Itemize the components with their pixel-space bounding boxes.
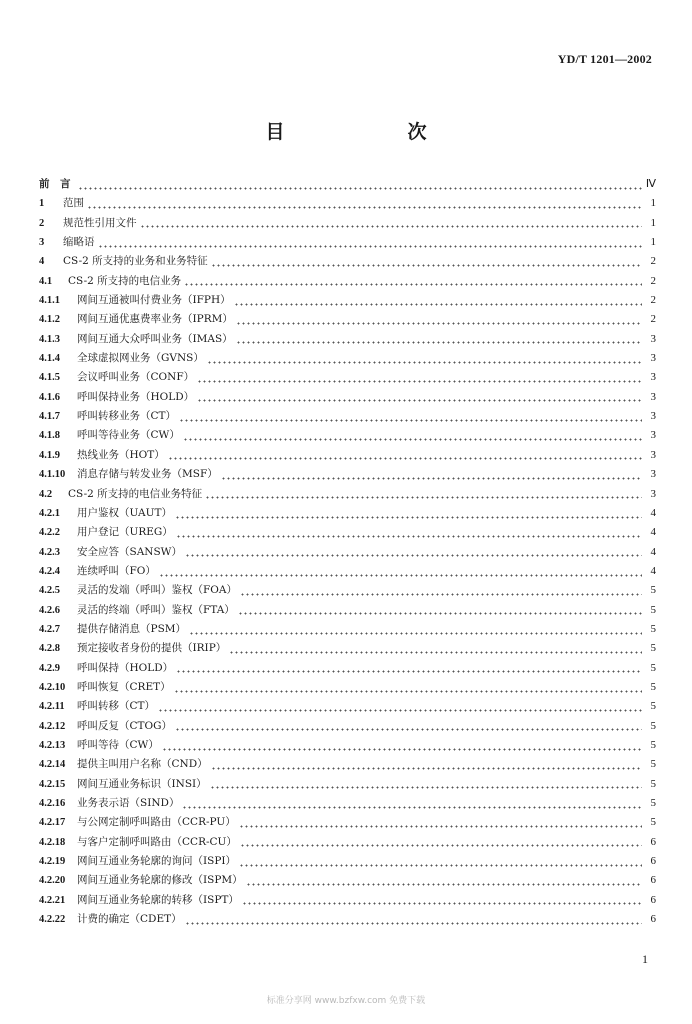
toc-entry-number: 4.2.3 bbox=[39, 546, 60, 558]
dot-leader bbox=[197, 392, 642, 404]
toc-entry[interactable] bbox=[39, 563, 656, 582]
toc-entry[interactable] bbox=[39, 408, 656, 427]
toc-entry[interactable] bbox=[39, 505, 656, 524]
toc-entry[interactable] bbox=[39, 176, 656, 195]
toc-entry-number: 4.2.5 bbox=[39, 585, 60, 597]
toc-entry[interactable] bbox=[39, 544, 656, 563]
toc-entry-title: 呼叫转移业务（CT） bbox=[77, 410, 177, 423]
toc-entry-number: 4.1.2 bbox=[39, 314, 60, 326]
toc-entry[interactable] bbox=[39, 582, 656, 601]
toc-entry-title: 呼叫恢复（CRET） bbox=[77, 680, 171, 693]
toc-entry-number: 4.2.9 bbox=[39, 662, 60, 674]
toc-entry-number: 前 言 bbox=[39, 178, 71, 190]
toc-entry-number: 4.2.1 bbox=[39, 507, 60, 519]
toc-entry-title: 呼叫反复（CTOG） bbox=[77, 719, 173, 732]
toc-entry-number: 4.2.20 bbox=[39, 875, 66, 887]
toc-entry-title: 缩略语 bbox=[63, 236, 95, 249]
toc-entry-title: 计费的确定（CDET） bbox=[77, 913, 182, 926]
toc-entry-page: 5 bbox=[650, 797, 656, 809]
toc-entry[interactable] bbox=[39, 853, 656, 872]
toc-entry-page: 5 bbox=[650, 758, 656, 771]
toc-entry[interactable] bbox=[39, 350, 656, 369]
toc-entry[interactable] bbox=[39, 524, 656, 543]
dot-leader bbox=[236, 315, 642, 327]
toc-entry-page: 6 bbox=[650, 874, 656, 887]
toc-entry-title: 与公网定制呼叫路由（CCR-PU） bbox=[77, 816, 236, 829]
toc-entry-number: 4 bbox=[39, 256, 45, 268]
dot-leader bbox=[211, 760, 642, 772]
toc-entry-number: 2 bbox=[39, 217, 45, 229]
toc-entry-title: 全球虚拟网业务（GVNS） bbox=[77, 352, 204, 365]
dot-leader bbox=[183, 431, 642, 443]
toc-entry-number: 4.2.12 bbox=[39, 720, 66, 732]
dot-leader bbox=[240, 586, 642, 598]
toc-entry[interactable] bbox=[39, 660, 656, 679]
dot-leader bbox=[175, 721, 642, 733]
table-of-contents bbox=[39, 176, 656, 930]
toc-entry-title: 网间互通业务轮廓的转移（ISPT） bbox=[77, 893, 239, 906]
toc-entry-title: 呼叫等待业务（CW） bbox=[77, 429, 180, 442]
toc-entry-page: 2 bbox=[650, 255, 656, 268]
dot-leader bbox=[236, 334, 642, 346]
toc-entry-number: 4.2.13 bbox=[39, 739, 66, 751]
page-number: 1 bbox=[642, 952, 648, 966]
toc-entry-page: 6 bbox=[650, 855, 656, 868]
toc-entry-title: 用户登记（UREG） bbox=[77, 526, 173, 539]
toc-entry-title: 网间互通优惠费率业务（IPRM） bbox=[77, 313, 233, 326]
dot-leader bbox=[87, 199, 642, 211]
toc-entry[interactable] bbox=[39, 273, 656, 292]
dot-leader bbox=[205, 489, 642, 501]
toc-entry[interactable] bbox=[39, 756, 656, 775]
toc-entry-number: 4.2 bbox=[39, 488, 53, 500]
toc-entry-title: CS-2 所支持的业务和业务特征 bbox=[63, 255, 208, 268]
toc-entry-title: 消息存储与转发业务（MSF） bbox=[77, 468, 218, 481]
toc-entry-number: 4.2.6 bbox=[39, 604, 60, 616]
toc-entry-page: 2 bbox=[650, 274, 656, 287]
toc-entry-title: 呼叫等待（CW） bbox=[77, 738, 159, 751]
page-title: 目 次 bbox=[265, 121, 479, 143]
dot-leader bbox=[179, 412, 642, 424]
toc-entry-page: Ⅳ bbox=[645, 178, 656, 190]
toc-entry-number: 3 bbox=[39, 237, 45, 249]
toc-entry[interactable] bbox=[39, 776, 656, 795]
toc-entry-title: 网间互通业务轮廓的询问（ISPI） bbox=[77, 855, 237, 868]
toc-entry-title: 连续呼叫（FO） bbox=[77, 564, 156, 577]
dot-leader bbox=[189, 625, 642, 637]
toc-entry-title: 提供主叫用户名称（CND） bbox=[77, 758, 208, 771]
toc-entry-number: 4.1.4 bbox=[39, 353, 60, 365]
toc-entry-page: 3 bbox=[650, 352, 656, 365]
dot-leader bbox=[168, 450, 642, 462]
toc-entry-page: 5 bbox=[650, 680, 656, 693]
toc-entry-title: CS-2 所支持的电信业务 bbox=[68, 274, 182, 287]
toc-entry[interactable] bbox=[39, 427, 656, 446]
toc-entry[interactable] bbox=[39, 911, 656, 930]
toc-entry-page: 3 bbox=[650, 332, 656, 345]
toc-entry[interactable] bbox=[39, 602, 656, 621]
toc-entry[interactable] bbox=[39, 640, 656, 659]
dot-leader bbox=[239, 857, 642, 869]
toc-entry-number: 4.1.8 bbox=[39, 430, 60, 442]
dot-leader bbox=[239, 818, 642, 830]
toc-entry-page: 2 bbox=[650, 294, 656, 307]
toc-entry-page: 3 bbox=[650, 429, 656, 442]
toc-entry-title: 灵活的发端（呼叫）鉴权（FOA） bbox=[77, 584, 237, 597]
toc-entry[interactable] bbox=[39, 311, 656, 330]
toc-entry-page: 5 bbox=[650, 603, 656, 616]
toc-entry-number: 4.2.8 bbox=[39, 643, 60, 655]
toc-entry-title: 范围 bbox=[63, 197, 84, 210]
toc-entry-page: 3 bbox=[650, 390, 656, 403]
toc-entry[interactable] bbox=[39, 234, 656, 253]
toc-entry-number: 4.2.4 bbox=[39, 565, 60, 577]
toc-entry-page: 6 bbox=[650, 893, 656, 906]
dot-leader bbox=[185, 915, 642, 927]
toc-entry-number: 4.2.19 bbox=[39, 856, 66, 868]
dot-leader bbox=[176, 663, 642, 675]
toc-entry-page: 1 bbox=[650, 197, 656, 210]
dot-leader bbox=[184, 276, 642, 288]
toc-entry-page: 5 bbox=[650, 622, 656, 635]
toc-entry-page: 5 bbox=[650, 816, 656, 829]
watermark: 标准分享网 www.bzfxw.com 免费下载 bbox=[266, 996, 426, 1006]
toc-entry-number: 4.2.14 bbox=[39, 759, 66, 771]
toc-entry-page: 1 bbox=[650, 216, 656, 229]
dot-leader bbox=[78, 180, 643, 192]
toc-entry-page: 2 bbox=[650, 313, 656, 326]
toc-entry[interactable] bbox=[39, 679, 656, 698]
dot-leader bbox=[234, 296, 642, 308]
toc-entry-number: 4.2.11 bbox=[39, 701, 65, 713]
toc-entry-page: 5 bbox=[650, 584, 656, 597]
toc-entry[interactable] bbox=[39, 872, 656, 891]
toc-entry-page: 1 bbox=[650, 236, 656, 249]
toc-entry-number: 4.1.5 bbox=[39, 372, 60, 384]
dot-leader bbox=[140, 218, 643, 230]
dot-leader bbox=[182, 799, 642, 811]
toc-entry-number: 4.2.2 bbox=[39, 527, 60, 539]
toc-entry[interactable] bbox=[39, 486, 656, 505]
toc-entry[interactable] bbox=[39, 466, 656, 485]
dot-leader bbox=[159, 567, 642, 579]
dot-leader bbox=[176, 528, 642, 540]
toc-entry-number: 4.2.16 bbox=[39, 798, 66, 809]
toc-entry[interactable] bbox=[39, 215, 656, 234]
dot-leader bbox=[185, 547, 642, 559]
toc-entry-title: 用户鉴权（UAUT） bbox=[77, 506, 172, 519]
toc-entry-number: 4.2.15 bbox=[39, 778, 66, 790]
toc-entry[interactable] bbox=[39, 795, 656, 814]
toc-entry-number: 4.1.10 bbox=[39, 469, 66, 481]
toc-entry-page: 6 bbox=[650, 913, 656, 926]
dot-leader bbox=[211, 257, 642, 269]
toc-entry-page: 5 bbox=[650, 661, 656, 674]
toc-entry-title: 预定接收者身份的提供（IRIP） bbox=[77, 642, 227, 655]
dot-leader bbox=[174, 683, 642, 695]
dot-leader bbox=[98, 238, 643, 250]
toc-entry-number: 4.2.10 bbox=[39, 681, 66, 693]
toc-entry-number: 4.2.7 bbox=[39, 623, 60, 635]
toc-entry[interactable] bbox=[39, 621, 656, 640]
toc-entry-title: 业务表示语（SIND） bbox=[77, 797, 180, 809]
toc-entry-title: 网间互通业务轮廓的修改（ISPM） bbox=[77, 874, 243, 887]
toc-entry[interactable] bbox=[39, 331, 656, 350]
toc-entry[interactable] bbox=[39, 195, 656, 214]
dot-leader bbox=[210, 779, 642, 791]
toc-entry-title: 网间互通被叫付费业务（IFPH） bbox=[77, 294, 231, 307]
toc-entry[interactable] bbox=[39, 834, 656, 853]
toc-entry-number: 4.2.17 bbox=[39, 817, 66, 829]
toc-entry[interactable] bbox=[39, 292, 656, 311]
toc-entry[interactable] bbox=[39, 698, 656, 717]
dot-leader bbox=[158, 702, 642, 714]
toc-entry-page: 5 bbox=[650, 777, 656, 790]
toc-entry-number: 1 bbox=[39, 198, 45, 210]
toc-entry-page: 3 bbox=[650, 468, 656, 481]
toc-entry-title: 呼叫转移（CT） bbox=[77, 700, 156, 713]
toc-entry-page: 3 bbox=[650, 410, 656, 423]
toc-entry-number: 4.1.1 bbox=[39, 295, 60, 307]
dot-leader bbox=[197, 373, 642, 385]
toc-entry-number: 4.1.9 bbox=[39, 449, 60, 461]
toc-entry-title: 呼叫保持业务（HOLD） bbox=[77, 390, 195, 403]
toc-entry-page: 5 bbox=[650, 700, 656, 713]
toc-entry-title: CS-2 所支持的电信业务特征 bbox=[68, 487, 203, 500]
toc-entry-page: 5 bbox=[650, 719, 656, 732]
toc-entry[interactable] bbox=[39, 737, 656, 756]
toc-entry-title: 会议呼叫业务（CONF） bbox=[77, 371, 195, 384]
toc-entry-title: 灵活的终端（呼叫）鉴权（FTA） bbox=[77, 603, 235, 616]
toc-entry-number: 4.1.7 bbox=[39, 411, 60, 423]
dot-leader bbox=[229, 644, 642, 656]
toc-entry-page: 5 bbox=[650, 642, 656, 655]
toc-entry[interactable] bbox=[39, 892, 656, 911]
dot-leader bbox=[162, 741, 642, 753]
toc-entry-number: 4.1 bbox=[39, 275, 53, 287]
toc-entry-page: 3 bbox=[650, 371, 656, 384]
toc-entry-title: 热线业务（HOT） bbox=[77, 448, 165, 461]
toc-entry[interactable] bbox=[39, 369, 656, 388]
toc-entry-page: 3 bbox=[650, 448, 656, 461]
toc-entry-number: 4.2.18 bbox=[39, 836, 66, 848]
toc-entry-number: 4.2.22 bbox=[39, 914, 66, 926]
toc-entry[interactable] bbox=[39, 447, 656, 466]
toc-entry-page: 6 bbox=[650, 835, 656, 848]
standard-code: YD/T 1201—2002 bbox=[557, 52, 652, 66]
toc-entry-number: 4.1.6 bbox=[39, 391, 60, 403]
toc-entry-page: 4 bbox=[650, 545, 656, 558]
dot-leader bbox=[242, 895, 642, 907]
dot-leader bbox=[246, 876, 642, 888]
toc-entry-page: 4 bbox=[650, 564, 656, 577]
toc-entry[interactable] bbox=[39, 389, 656, 408]
dot-leader bbox=[207, 354, 642, 366]
toc-entry-title: 提供存储消息（PSM） bbox=[77, 622, 187, 635]
toc-entry-number: 4.1.3 bbox=[39, 333, 60, 345]
toc-entry[interactable] bbox=[39, 253, 656, 272]
toc-entry-title: 安全应答（SANSW） bbox=[77, 545, 182, 558]
toc-entry[interactable] bbox=[39, 814, 656, 833]
toc-entry-page: 4 bbox=[650, 526, 656, 539]
toc-entry-number: 4.2.21 bbox=[39, 894, 66, 906]
toc-entry-page: 3 bbox=[650, 487, 656, 500]
dot-leader bbox=[175, 509, 642, 521]
toc-entry-page: 4 bbox=[650, 506, 656, 519]
dot-leader bbox=[240, 837, 642, 849]
dot-leader bbox=[221, 470, 642, 482]
dot-leader bbox=[238, 605, 642, 617]
toc-entry-title: 网间互通业务标识（INSI） bbox=[77, 777, 207, 790]
toc-entry-title: 呼叫保持（HOLD） bbox=[77, 661, 174, 674]
toc-entry[interactable] bbox=[39, 718, 656, 737]
toc-entry-page: 5 bbox=[650, 738, 656, 751]
toc-entry-title: 规范性引用文件 bbox=[63, 216, 137, 229]
toc-entry-title: 与客户定制呼叫路由（CCR-CU） bbox=[77, 835, 237, 848]
toc-entry-title: 网间互通大众呼叫业务（IMAS） bbox=[77, 332, 233, 345]
